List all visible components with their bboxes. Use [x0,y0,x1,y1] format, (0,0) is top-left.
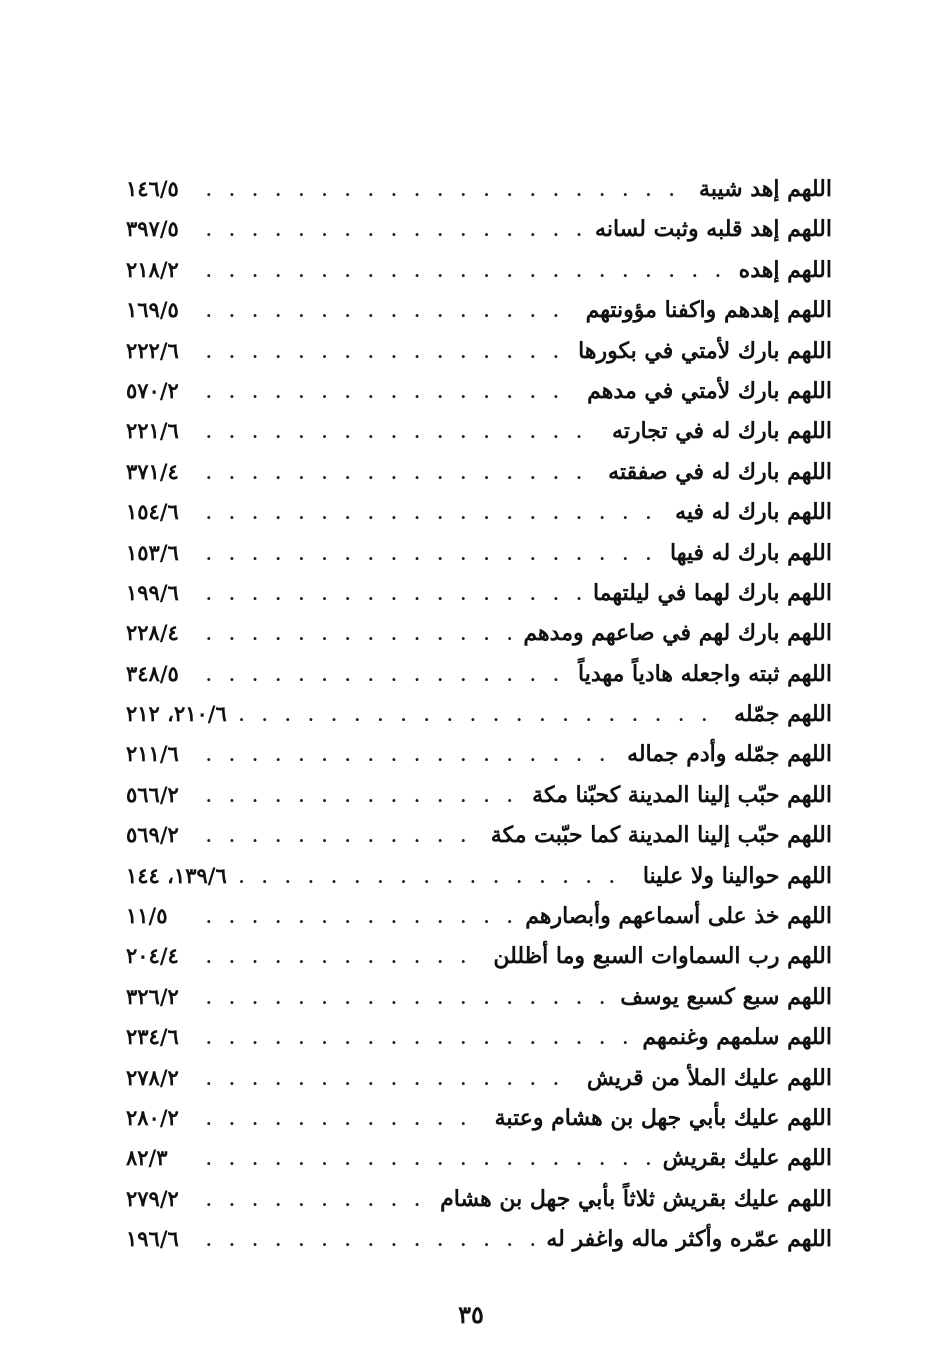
entry-text: اللهم إهد قلبه وثبت لسانه [595,216,832,243]
entry-text: اللهم بارك له في تجارته [611,418,832,445]
leader-dots [206,464,596,483]
index-entry [126,176,832,216]
entry-reference: ١٦٩/٥ [126,297,179,323]
page-number: ٣٥ [458,1300,484,1329]
leader-dots [206,746,615,765]
index-entry [126,863,832,903]
entry-reference: ٥٦٦/٢ [126,781,179,807]
entry-reference: ٢٧٩/٢ [126,1185,179,1211]
index-list [126,176,832,1267]
leader-dots [206,423,600,442]
leader-dots [206,1191,428,1210]
entry-text: اللهم عليك بقريش [662,1145,832,1172]
index-entry [126,741,832,781]
entry-text: اللهم حوالينا ولا علينا [642,862,832,889]
entry-reference: ٢١٠/٦، ٢١٢ [126,701,227,727]
entry-text: اللهم عليك الملأ من قريش [586,1064,832,1091]
entry-text: اللهم بارك له فيه [675,499,832,526]
entry-text: اللهم عليك بقريش ثلاثاً بأبي جهل بن هشام [440,1185,832,1212]
entry-text: اللهم عمّره وأكثر ماله واغفر له [546,1226,832,1253]
entry-reference: ٢١٨/٢ [126,256,179,282]
entry-reference: ١١/٥ [126,903,168,929]
leader-dots [206,181,687,200]
leader-dots [206,302,574,321]
entry-reference: ٣٢٦/٢ [126,983,179,1009]
entry-text: اللهم جمّله وأدم جماله [627,741,832,768]
entry-text: اللهم حبّب إلينا المدينة كحبّنا مكة [532,781,832,808]
index-entry [126,822,832,862]
index-entry [126,943,832,983]
index-entry [126,701,832,741]
entry-reference: ٢٢٨/٤ [126,620,179,646]
entry-reference: ١٩٦/٦ [126,1226,179,1252]
entry-text: اللهم ثبته واجعله هادياً مهدياً [578,660,832,687]
entry-reference: ١٥٣/٦ [126,539,179,565]
entry-text: اللهم بارك له فيها [670,539,832,566]
index-entry [126,661,832,701]
leader-dots [206,221,583,240]
index-entry [126,1024,832,1064]
entry-text: اللهم بارك له في صفقته [608,458,832,485]
index-entry [126,1186,832,1226]
index-entry [126,257,832,297]
index-entry [126,620,832,660]
entry-text: اللهم إهده [738,256,832,283]
leader-dots [206,948,481,967]
entry-reference: ٥٧٠/٢ [126,377,179,403]
leader-dots [206,625,511,644]
leader-dots [206,787,520,806]
entry-text: اللهم بارك لهما في ليلتهما [592,579,832,606]
entry-reference: ٣٤٨/٥ [126,660,179,686]
entry-reference: ٨٢/٣ [126,1145,168,1171]
entry-text: اللهم بارك لهم في صاعهم ومدهم [523,620,832,647]
entry-text: اللهم رب السماوات السبع وما أظللن [493,943,832,970]
entry-text: اللهم إهد شيبة [699,176,832,202]
entry-reference: ١٩٩/٦ [126,579,179,605]
leader-dots [206,1150,651,1169]
index-entry [126,1105,832,1145]
entry-reference: ٢٢١/٦ [126,418,179,444]
entry-reference: ١٥٤/٦ [126,499,179,525]
index-entry [126,378,832,418]
leader-dots [206,545,658,564]
index-entry [126,984,832,1024]
leader-dots [206,383,575,402]
leader-dots [239,706,722,725]
leader-dots [206,989,608,1008]
entry-text: اللهم عليك بأبي جهل بن هشام وعتبة [494,1104,832,1131]
index-entry [126,903,832,943]
entry-reference: ٥٦٩/٢ [126,822,179,848]
entry-reference: ٢٧٨/٢ [126,1064,179,1090]
leader-dots [206,262,727,281]
index-entry [126,338,832,378]
index-entry [126,1145,832,1185]
index-entry [126,540,832,580]
leader-dots [206,1029,630,1048]
entry-reference: ٢٢٢/٦ [126,337,179,363]
leader-dots [239,868,631,887]
index-entry [126,580,832,620]
entry-reference: ٣٩٧/٥ [126,216,179,242]
leader-dots [206,343,566,362]
leader-dots [206,666,566,685]
entry-text: اللهم بارك لأمتي في بكورها [578,337,832,364]
index-entry [126,1065,832,1105]
entry-reference: ٢١١/٦ [126,741,179,767]
entry-text: اللهم جمّله [734,701,832,728]
entry-text: اللهم حبّب إلينا المدينة كما حبّبت مكة [490,822,832,849]
entry-reference: ٣٧١/٤ [126,458,179,484]
index-entry [126,1226,832,1266]
leader-dots [206,585,581,604]
index-entry [126,418,832,458]
entry-text: اللهم سبع كسبع يوسف [620,983,832,1010]
entry-text: اللهم إهدهم واكفنا مؤونتهم [585,297,832,324]
entry-reference: ١٤٦/٥ [126,176,179,201]
leader-dots [206,504,663,523]
leader-dots [206,908,513,927]
index-entry [126,297,832,337]
entry-reference: ٢٨٠/٢ [126,1104,179,1130]
index-entry [126,459,832,499]
index-entry [126,782,832,822]
index-entry [126,216,832,256]
entry-text: اللهم خذ على أسماعهم وأبصارهم [525,903,832,930]
entry-text: اللهم بارك لأمتي في مدهم [587,377,832,404]
entry-reference: ١٣٩/٦، ١٤٤ [126,862,227,888]
entry-text: اللهم سلمهم وغنمهم [642,1024,832,1051]
leader-dots [206,1070,575,1089]
entry-reference: ٢٣٤/٦ [126,1024,179,1050]
leader-dots [206,1110,483,1129]
index-entry [126,499,832,539]
leader-dots [206,1231,534,1250]
entry-reference: ٢٠٤/٤ [126,943,179,969]
leader-dots [206,827,479,846]
